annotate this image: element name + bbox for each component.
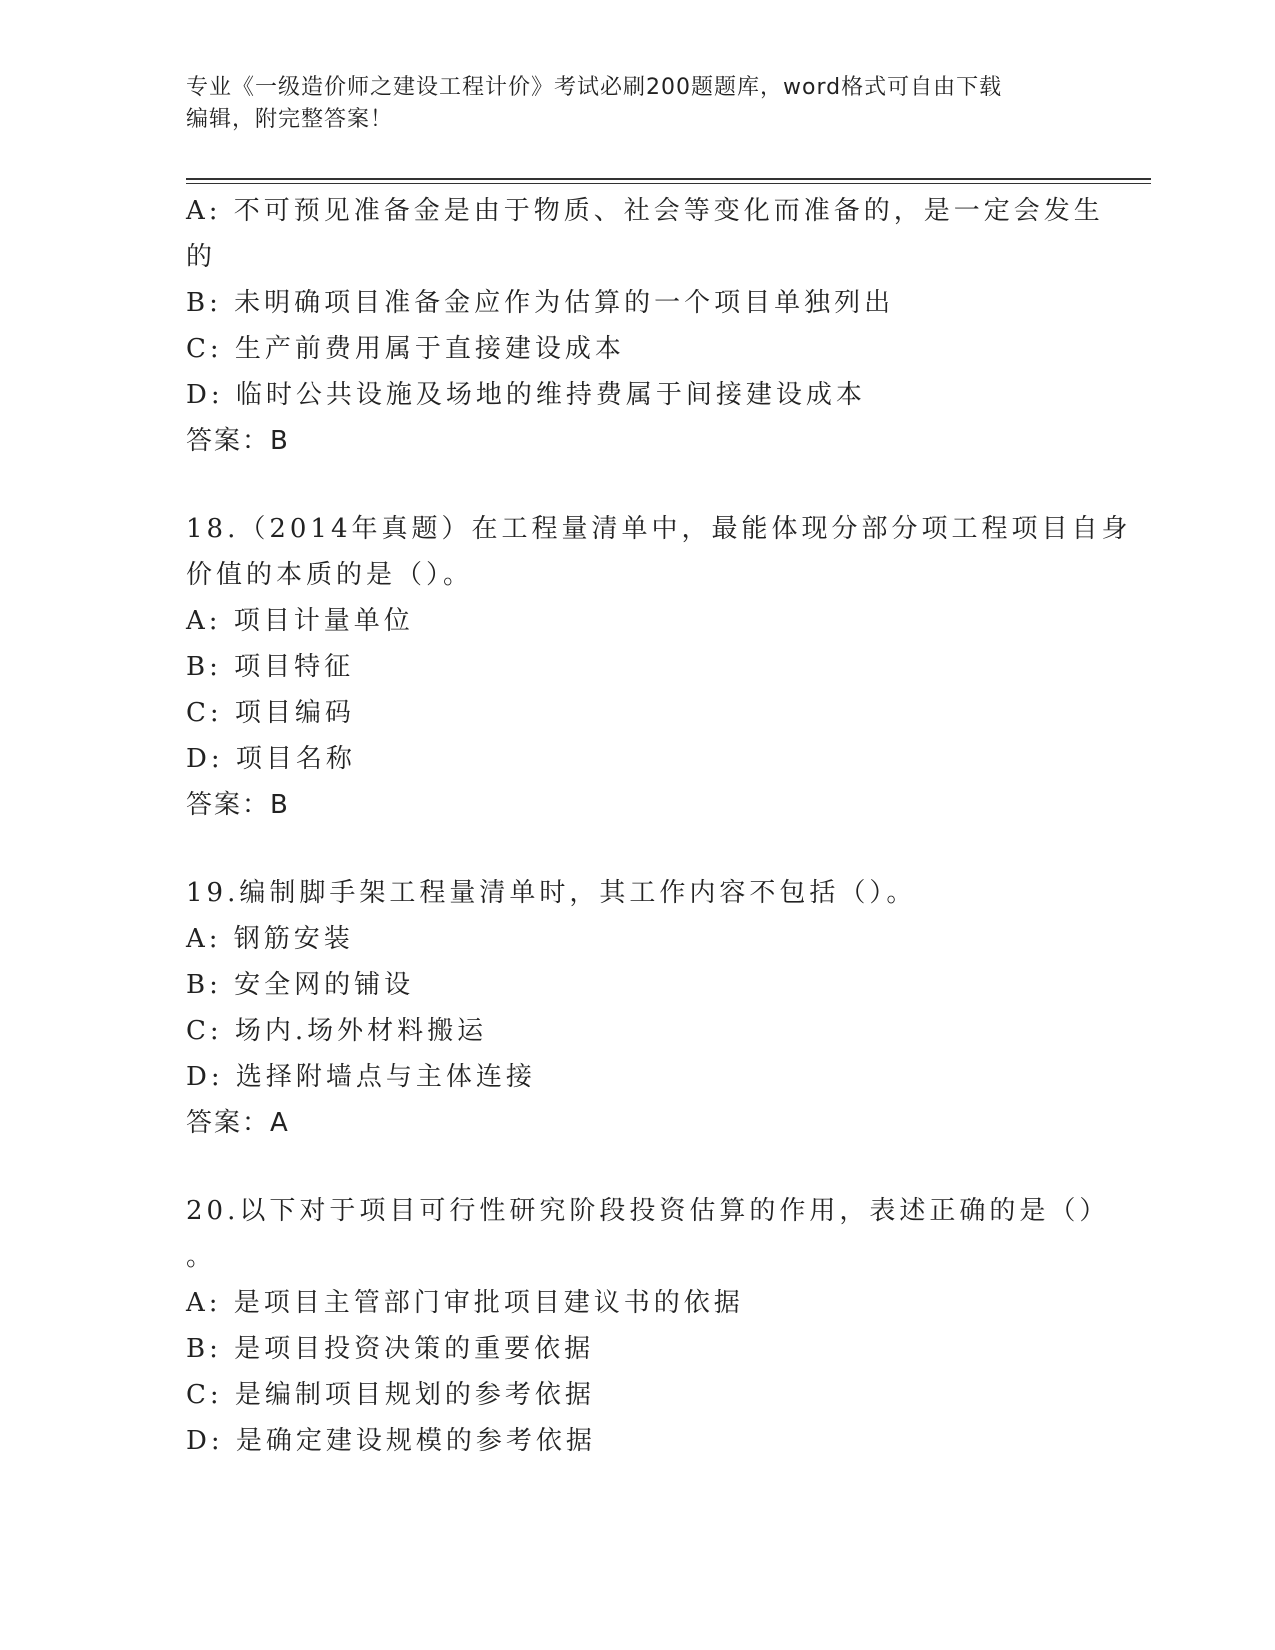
question-stem-line-1: 20.以下对于项目可行性研究阶段投资估算的作用，表述正确的是（） [186, 1196, 1110, 1226]
option-c: C: 场内.场外材料搬运 [186, 1016, 488, 1046]
question-stem-line-2: 价值的本质的是（）。 [186, 560, 474, 590]
option-c: C: 生产前费用属于直接建设成本 [186, 334, 625, 364]
document-body [186, 188, 1132, 1464]
question-stem-line-1: 19.编制脚手架工程量清单时，其工作内容不包括（）。 [186, 878, 917, 908]
option-d: D: 是确定建设规模的参考依据 [186, 1426, 596, 1456]
option-b: B: 项目特征 [186, 652, 355, 682]
option-c: C: 是编制项目规划的参考依据 [186, 1380, 595, 1410]
option-b: B: 是项目投资决策的重要依据 [186, 1334, 595, 1364]
header-divider-thick [186, 178, 1151, 180]
option-c: C: 项目编码 [186, 698, 355, 728]
option-a-line-2: 的 [186, 242, 217, 272]
header-line-2: 编辑，附完整答案！ [186, 107, 394, 132]
option-b: B: 未明确项目准备金应作为估算的一个项目单独列出 [186, 288, 895, 318]
answer: 答案：A [186, 1108, 290, 1138]
option-d: D: 临时公共设施及场地的维持费属于间接建设成本 [186, 380, 866, 410]
question-20 [186, 1188, 1110, 1464]
spacer [186, 464, 1086, 506]
option-d: D: 选择附墙点与主体连接 [186, 1062, 536, 1092]
answer: 答案：B [186, 426, 290, 456]
question-19 [186, 870, 1086, 1146]
answer: 答案：B [186, 790, 290, 820]
option-a: A: 项目计量单位 [186, 606, 414, 636]
question-18 [186, 506, 1132, 828]
option-d: D: 项目名称 [186, 744, 356, 774]
document-header [186, 72, 1086, 136]
question-17 [186, 188, 1104, 464]
question-stem-line-1: 18.（2014年真题）在工程量清单中，最能体现分部分项工程项目自身 [186, 514, 1132, 544]
option-a-line-1: A: 不可预见准备金是由于物质、社会等变化而准备的，是一定会发生 [186, 196, 1104, 226]
question-stem-line-2: 。 [186, 1242, 217, 1272]
option-a: A: 是项目主管部门审批项目建议书的依据 [186, 1288, 744, 1318]
spacer [186, 828, 1086, 870]
option-a: A: 钢筋安装 [186, 924, 354, 954]
spacer [186, 1146, 1086, 1188]
header-line-1: 专业《一级造价师之建设工程计价》考试必刷200题题库，word格式可自由下载 [186, 75, 1003, 100]
header-divider-thin [186, 183, 1151, 184]
option-b: B: 安全网的铺设 [186, 970, 415, 1000]
